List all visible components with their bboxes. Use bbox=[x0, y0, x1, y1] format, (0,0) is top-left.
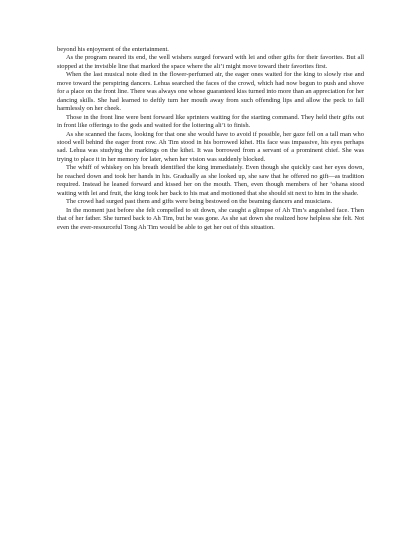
paragraph: As she scanned the faces, looking for that one she would have to avoid if possible, her gaze fell on a tall man who stood well behind the eager front row. Ah Tim stood in his borrowed kihei. His face was impassive, his eyes perhaps sad. Lehua was studying the markings on the kihei. It was borrowed from a servant of a prominent chief. She was trying to place it in her memory for later, when her vision was suddenly blocked. bbox=[57, 130, 364, 163]
paragraph: In the moment just before she felt compelled to sit down, she caught a glimpse of Ah Tim’s anguished face. Then that of her father. She turned back to Ah Tim, but he was gone. As she sat down she realized how helpless she felt. Not even the ever-resourceful Tong Ah Tim would be able to get her out of this situation. bbox=[57, 206, 364, 231]
paragraph: The crowd had surged past them and gifts were being bestowed on the beaming dancers and musicians. bbox=[66, 198, 333, 206]
paragraph: When the last musical note died in the flower-perfumed air, the eager ones waited for the king to slowly rise and move toward the perspiring dancers. Lehua searched the faces of the crowd, which had now begun to push and shove for a place on the front line. There was always one whose guaranteed kiss turned into more than an appreciation for her dancing skills. She had learned to deftly turn her mouth away from such offending lips and allow the peck to fall harmlessly on her cheek. bbox=[57, 71, 364, 113]
paragraph: The whiff of whiskey on his breath identified the king immediately. Even though she quickly cast her eyes down, he reached down and took her hands in his. Gradually as she looked up, she saw that he offered no gift—as tradition required. Instead he leaned forward and kissed her on the mouth. Then, even though members of her ‘ohana stood waiting with lei and fruit, the king took her back to his mat and motioned that she should sit next to him in the shade. bbox=[57, 164, 364, 197]
paragraph: Those in the front line were bent forward like sprinters waiting for the starting command. They held their gifts out in front like offerings to the gods and waited for the loitering ali’i to finish. bbox=[57, 113, 364, 130]
paragraph-continuation: beyond his enjoyment of the entertainment. bbox=[57, 46, 169, 53]
book-page-text bbox=[57, 46, 364, 232]
paragraph: As the program neared its end, the well wishers surged forward with lei and other gifts for their favorites. But all stopped at the invisible line that marked the space where the ali’i might move toward their favorites first. bbox=[57, 54, 364, 70]
